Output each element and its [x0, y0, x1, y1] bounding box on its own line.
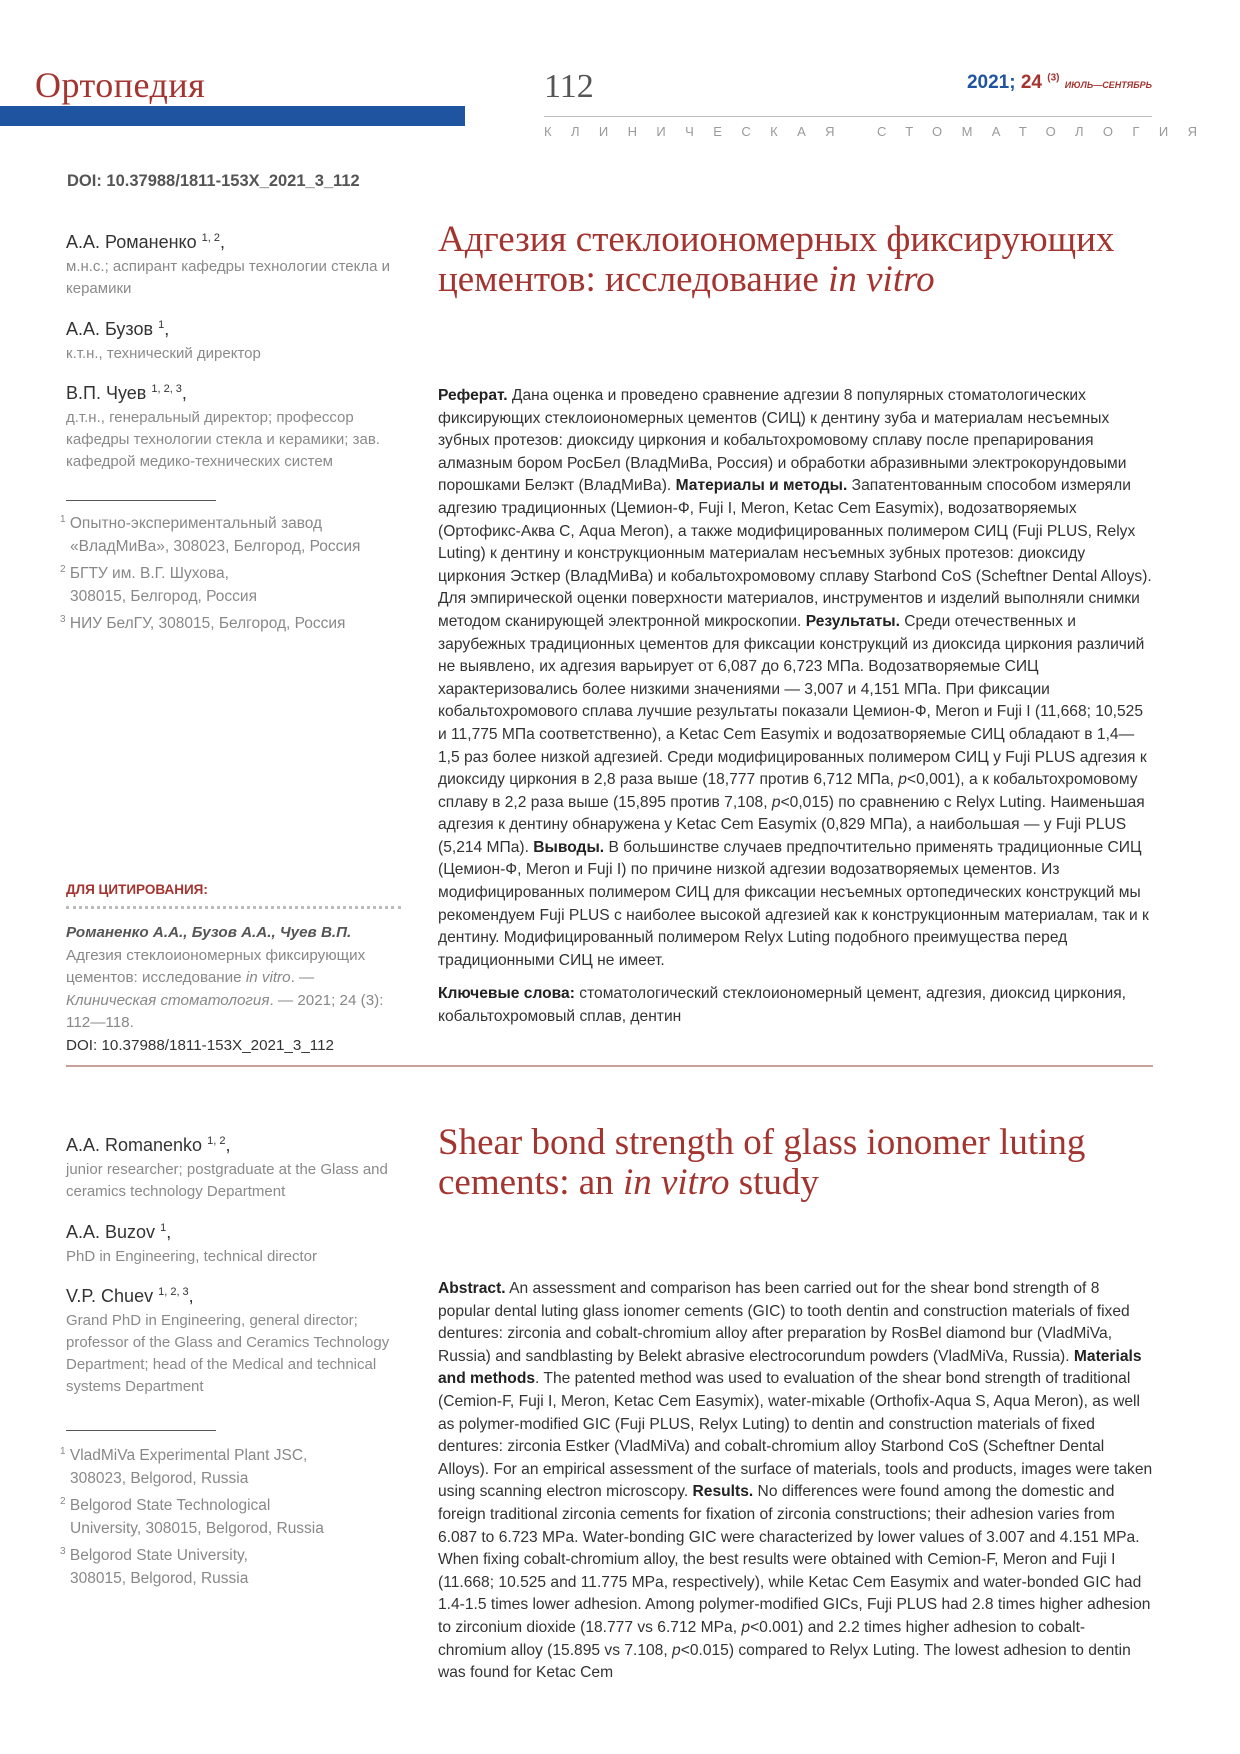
citation-heading: ДЛЯ ЦИТИРОВАНИЯ: [66, 882, 208, 897]
title-text: Shear bond strength of glass ionomer luting cements: an [438, 1122, 1086, 1203]
author-name: A.A. Buzov [66, 1222, 156, 1242]
author-comma: , [181, 383, 187, 403]
language-separator [66, 1065, 1153, 1067]
ru-author-1 [66, 232, 411, 300]
author-desc: к.т.н., технический директор [66, 345, 261, 362]
aff-line: University, 308015, Belgorod, Russia [70, 1520, 324, 1538]
ru-affiliations [60, 508, 410, 635]
abstract-text: . The patented method was used to evaluation of the shear bond strength of traditional (Cemion-F, Fuji I, Meron, Ketac Cem Easymix), water-mixable (Orthofix-Aqua S, Aqua Meron), as well as polymer-modified GIC (Fuji PLUS, Relyx Luting) to dentin and construction materials of fixed dentures: zirconia Estker (VladMiVa) and cobalt-chromium alloy Starbond CoS (Scheftner Dental Alloys). For an empirical assessment of the surface of materials, tools and products, images were taken using scanning electron microscopy. [438, 1370, 1153, 1501]
en-abstract [438, 1278, 1153, 1685]
p-symbol: p [672, 1641, 681, 1659]
author-desc: PhD in Engineering, technical director [66, 1248, 317, 1265]
issue-info [967, 72, 1152, 94]
aff-line: 308015, Белгород, Россия [70, 588, 257, 606]
issue-year: 2021; [966, 72, 1016, 93]
section-color-bar [0, 106, 465, 126]
aff-sup: 3 [60, 1546, 66, 1558]
aff-line: VladMiVa Experimental Plant JSC, [69, 1447, 308, 1465]
author-sup: 1 [158, 319, 165, 331]
aff-sup: 1 [60, 514, 66, 525]
title-text: Адгезия стеклоиономерных фиксирующих цементов: исследование [438, 219, 1115, 300]
en-author-3 [66, 1286, 411, 1398]
issue-number: (3) [1047, 72, 1060, 84]
aff-line: НИУ БелГУ, 308015, Белгород, Россия [69, 615, 346, 633]
abstract-text: В большинстве случаев предпочтительно применять традиционные СИЦ (Цемион-Ф, Meron и Fuji I) по причине низкой адгезии водозатворяемых цементов. Из модифицированных полимером СИЦ для фиксации несъемных ортопедических конструкций мы рекомендуем Fuji PLUS с наиболее высокой адгезией как к конструкционным материалам, так и к дентину. Модифицированный полимером Relyx Luting подобного преимущества перед традиционными СИЦ не имеет. [438, 838, 1149, 969]
citation-part: . — 2021; 24 (3): 112—118. [66, 991, 384, 1031]
abstract-text: <0,015) по сравнению с Relyx Luting. Наименьшая адгезия к дентину обнаружена у Ketac Cem Easymix (0,829 МПа), а наибольшая — у Fuji PLUS (5,214 МПа). [438, 793, 1145, 856]
author-sup: 1, 2 [207, 1135, 226, 1147]
label-methods: Materials and methods [438, 1347, 1142, 1388]
author-name: А.А. Романенко [66, 232, 197, 252]
author-comma: , [225, 1135, 231, 1155]
author-sup: 1 [160, 1222, 167, 1234]
ru-keywords [438, 983, 1153, 1028]
aff-line: Опытно-экспериментальный завод [69, 515, 323, 533]
label-referat: Реферат. [438, 387, 508, 404]
p-symbol: p [741, 1618, 751, 1636]
author-name: V.P. Chuev [66, 1286, 154, 1306]
en-affiliations [60, 1440, 410, 1590]
abstract-text: <0.015) compared to Relyx Luting. The lowest adhesion to dentin was found for Ketac Cem [438, 1641, 1131, 1682]
affiliation-rule [66, 1430, 216, 1431]
p-symbol: p [771, 793, 781, 811]
author-name: A.A. Romanenko [66, 1135, 203, 1155]
page-number: 112 [544, 68, 594, 105]
label-methods: Материалы и методы. [675, 477, 848, 495]
ru-author-3 [66, 383, 411, 473]
title-italic: in vitro [622, 1162, 730, 1203]
citation-part: Адгезия стеклоиономерных фиксирующих цементов: исследование [66, 946, 366, 986]
author-sup: 1, 2, 3 [151, 383, 182, 395]
author-sup: 1, 2, 3 [158, 1286, 189, 1298]
label-conclusions: Выводы. [533, 838, 605, 856]
title-italic: in vitro [828, 259, 935, 300]
author-comma: , [164, 319, 170, 339]
ru-article-title [438, 220, 1158, 300]
p-symbol: p [898, 771, 907, 789]
author-name: В.П. Чуев [66, 383, 147, 403]
aff-sup: 3 [60, 614, 66, 626]
issue-month: ИЮЛЬ—СЕНТЯБРЬ [1064, 80, 1152, 90]
citation-journal: Клиническая стоматология [66, 991, 270, 1009]
author-comma: , [219, 232, 225, 252]
abstract-text: Дана оценка и проведено сравнение адгезии 8 популярных стоматологических фиксирующих стеклоиономерных цементов (СИЦ) к дентину зуба и материалам несъемных зубных протезов: диоксиду циркония и кобальтохромовому сплаву после препарирования алмазным бором РосБел (ВладМиВа, Россия) и обработки абразивными электрокорундовыми порошками Белэкт (ВладМиВа). [438, 387, 1127, 495]
issue-volume: 24 [1020, 72, 1042, 93]
author-sup: 1, 2 [201, 232, 220, 244]
ru-author-2 [66, 319, 411, 365]
aff-line: 308015, Belgorod, Russia [70, 1570, 249, 1588]
citation-italic: in vitro [245, 969, 291, 986]
citation-doi: DOI: 10.37988/1811-153X_2021_3_112 [66, 1036, 334, 1054]
journal-name: КЛИНИЧЕСКАЯ СТОМАТОЛОГИЯ [544, 124, 1217, 139]
aff-line: Belgorod State University, [69, 1547, 248, 1565]
citation-authors: Романенко А.А., Бузов А.А., Чуев В.П. [66, 924, 352, 941]
label-results: Результаты. [805, 612, 900, 630]
en-article-title [438, 1123, 1158, 1203]
affiliation-rule [66, 500, 216, 501]
citation-dots [66, 906, 401, 909]
ru-abstract [438, 385, 1153, 972]
section-title: Ортопедия [35, 65, 206, 105]
label-abstract: Abstract. [438, 1280, 506, 1297]
abstract-text: <0.001) and 2.2 times higher adhesion to cobalt-chromium alloy (15.895 vs 7.108, [438, 1618, 1086, 1659]
abstract-text: An assessment and comparison has been carried out for the shear bond strength of 8 popular dental luting glass ionomer cements (GIC) to tooth dentin and construction materials of fixed dentures: zirconia and cobalt-chromium alloy after preparation by RosBel diamond bur (VladMiVa, Russia) and sandblasting by Belekt abrasive electrocorundum powders (VladMiVa, Russia). [438, 1280, 1130, 1365]
aff-line: БГТУ им. В.Г. Шухова, [69, 565, 229, 583]
label-results: Results. [692, 1483, 754, 1501]
author-desc: junior researcher; postgraduate at the Glass and ceramics technology Department [66, 1161, 388, 1200]
author-comma: , [188, 1286, 194, 1306]
author-comma: , [166, 1222, 172, 1242]
title-text: study [729, 1162, 819, 1203]
aff-line: 308023, Belgorod, Russia [70, 1470, 249, 1488]
author-desc: д.т.н., генеральный директор; профессор кафедры технологии стекла и керамики; зав. кафедрой медико-технических систем [66, 409, 380, 470]
aff-line: «ВладМиВа», 308023, Белгород, Россия [70, 538, 361, 556]
abstract-text: Запатентованным способом измеряли адгезию традиционных (Цемион-Ф, Fuji I, Meron, Ketac Cem Easymix), водозатворяемых (Ортофикс-Аква С, Aqua Meron), а также модифицированных полимером СИЦ (Fuji PLUS, Relyx Luting) к дентину и конструкционным материалам несъемных зубных протезов: диоксиду циркония Эсткер (ВладМиВа) и кобальтохромовому сплаву Starbond CoS (Scheftner Dental Alloys). Для эмпирической оценки поверхности материалов, инструментов и изделий выполняли снимки методом сканирующей электронной микроскопии. [438, 477, 1152, 630]
author-desc: м.н.с.; аспирант кафедры технологии стекла и керамики [66, 258, 391, 297]
citation-text [66, 922, 406, 1057]
aff-sup: 2 [60, 564, 66, 576]
aff-sup: 1 [60, 1446, 66, 1457]
keywords-text: стоматологический стеклоиономерный цемент, адгезия, диоксид циркония, кобальтохромовый сплав, дентин [438, 985, 1126, 1025]
en-author-1 [66, 1135, 411, 1203]
aff-line: Belgorod State Technological [69, 1497, 271, 1515]
en-author-2 [66, 1222, 411, 1268]
abstract-text: Среди отечественных и зарубежных традиционных цементов для фиксации конструкций из диоксида циркония различий не выявлено, их адгезия варьирует от 6,087 до 6,723 МПа. Водозатворяемые СИЦ характеризовались более низкими значениями — 3,007 и 4,151 МПа. При фиксации кобальтохромового сплава лучшие результаты показали Цемион-Ф, Meron и Fuji I (11,668; 10,525 и 11,775 МПа соответственно), а Ketac Cem Easymix и водозатворяемые СИЦ обладают в 1,4—1,5 раз более низкой адгезией. Среди модифицированных полимером СИЦ у Fuji PLUS адгезия к диоксиду циркония в 2,8 раза выше (18,777 против 6,712 МПа, [438, 612, 1147, 789]
doi: DOI: 10.37988/1811-153X_2021_3_112 [67, 172, 360, 190]
keywords-label: Ключевые слова: [438, 985, 575, 1002]
aff-sup: 2 [60, 1496, 66, 1508]
citation-part: . — [290, 969, 315, 986]
author-desc: Grand PhD in Engineering, general director; professor of the Glass and Ceramics Technology Department; head of the Medical and technical systems Department [66, 1312, 390, 1395]
author-name: А.А. Бузов [66, 319, 154, 339]
header-rule [544, 116, 1152, 117]
abstract-text: No differences were found among the domestic and foreign traditional zirconia cements for fixation of zirconia constructions; their adhesion varies from 6.087 to 6.723 MPa. Water-bonding GIC were characterized by lower values of 3.007 and 4.151 MPa. When fixing cobalt-chromium alloy, the best results were obtained with Cemion-F, Meron and Fuji I (11.668; 10.525 and 11.775 MPa, respectively), while Ketac Cem Easymix and water-bonded GIC had 1.4-1.5 times lower adhesion. Among polymer-modified GICs, Fuji PLUS had 2.8 times higher adhesion to zirconium dioxide (18.777 vs 6.712 MPa, [438, 1483, 1151, 1636]
abstract-text: <0,001), а к кобальтохромовому сплаву в 2,2 раза выше (15,895 против 7,108, [438, 771, 1138, 811]
